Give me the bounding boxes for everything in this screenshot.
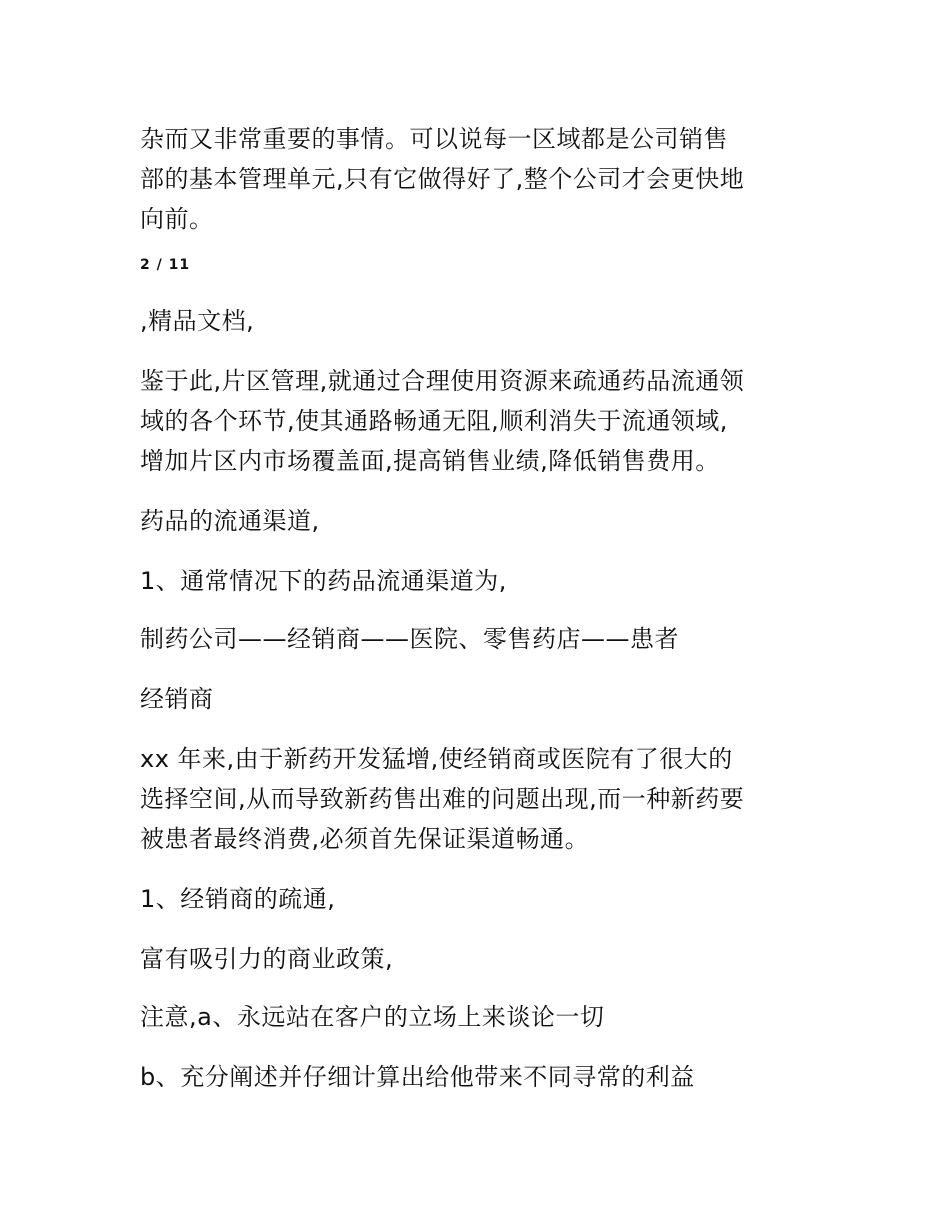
heading-dealer: 经销商 <box>140 685 214 713</box>
paragraph-1 <box>140 361 820 481</box>
list-item-2: 1、经销商的疏通, <box>140 885 336 913</box>
commercial-policy: 富有吸引力的商业政策, <box>140 945 394 973</box>
page-number: 2 / 11 <box>140 257 191 273</box>
note-b: b、充分阐述并仔细计算出给他带来不同寻常的利益 <box>140 1063 695 1091</box>
intro-line-2: 部的基本管理单元,只有它做得好了,整个公司才会更快地 <box>140 165 745 193</box>
list-item-1: 1、通常情况下的药品流通渠道为, <box>140 567 507 595</box>
para2-line-3: 被患者最终消费,必须首先保证渠道畅通。 <box>140 825 590 853</box>
para2-line-1: xx 年来,由于新药开发猛增,使经销商或医院有了很大的 <box>140 745 733 773</box>
para1-line-2: 域的各个环节,使其通路畅通无阻,顺利消失于流通领域, <box>140 407 728 435</box>
para2-line-2: 选择空间,从而导致新药售出难的问题出现,而一种新药要 <box>140 785 745 813</box>
paragraph-2 <box>140 739 820 859</box>
para1-line-1: 鉴于此,片区管理,就通过合理使用资源来疏通药品流通领 <box>140 367 745 395</box>
intro-line-1: 杂而又非常重要的事情。可以说每一区域都是公司销售 <box>140 125 728 153</box>
heading-channels: 药品的流通渠道, <box>140 507 320 535</box>
intro-line-3: 向前。 <box>140 205 214 233</box>
header-mark: ,精品文档, <box>140 307 255 335</box>
channel-chain: 制药公司——经销商——医院、零售药店——患者 <box>140 625 679 653</box>
note-a: 注意,a、永远站在客户的立场上来谈论一切 <box>140 1003 605 1031</box>
para1-line-3: 增加片区内市场覆盖面,提高销售业绩,降低销售费用。 <box>140 447 720 475</box>
intro-paragraph <box>140 119 820 239</box>
